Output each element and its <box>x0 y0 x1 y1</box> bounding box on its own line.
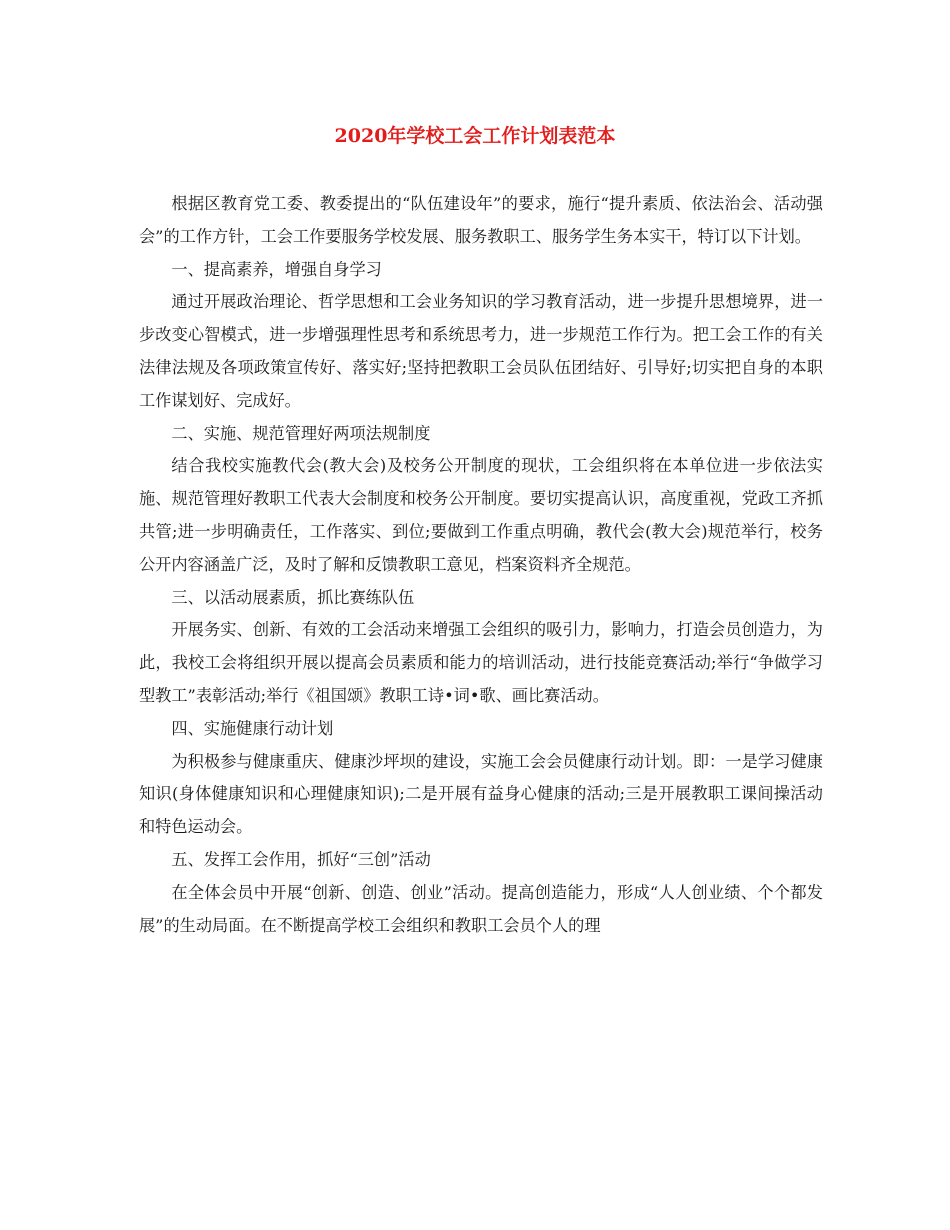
paragraph-intro: 根据区教育党工委、教委提出的“队伍建设年”的要求，施行“提升素质、依法治会、活动强会”的工作方针，工会工作要服务学校发展、服务教职工、服务学生务本实干，特订以下计划。 <box>139 194 823 246</box>
paragraph-section-3: 开展务实、创新、有效的工会活动来增强工会组织的吸引力，影响力，打造会员创造力，为此，我校工会将组织开展以提高会员素质和能力的培训活动，进行技能竞赛活动;举行“争做学习型教工”表彰活动;举行《祖国颂》教职工诗•词•歌、画比赛活动。 <box>139 620 823 705</box>
section-heading-5: 五、发挥工会作用，抓好“三创”活动 <box>171 849 431 869</box>
document-title: 2020年学校工会工作计划表范本 <box>334 125 616 147</box>
section-heading-4: 四、实施健康行动计划 <box>171 718 334 738</box>
section-heading-3: 三、以活动展素质，抓比赛练队伍 <box>171 587 415 607</box>
paragraph-section-5: 在全体会员中开展“创新、创造、创业”活动。提高创造能力，形成“人人创业绩、个个都发展”的生动局面。在不断提高学校工会组织和教职工会员个人的理 <box>139 882 823 935</box>
paragraph-section-2: 结合我校实施教代会(教大会)及校务公开制度的现状，工会组织将在本单位进一步依法实施、规范管理好教职工代表大会制度和校务公开制度。要切实提高认识，高度重视，党政工齐抓共管;进一步明确责任，工作落实、到位;要做到工作重点明确，教代会(教大会)规范举行，校务公开内容涵盖广泛，及时了解和反馈教职工意见，档案资料齐全规范。 <box>139 456 823 574</box>
paragraph-section-4: 为积极参与健康重庆、健康沙坪坝的建设，实施工会会员健康行动计划。即：一是学习健康知识(身体健康知识和心理健康知识);二是开展有益身心健康的活动;三是开展教职工课间操活动和特色运动会。 <box>139 751 823 837</box>
section-heading-1: 一、提高素养，增强自身学习 <box>171 259 382 279</box>
paragraph-section-1: 通过开展政治理论、哲学思想和工会业务知识的学习教育活动，进一步提升思想境界，进一步改变心智模式，进一步增强理性思考和系统思考力，进一步规范工作行为。把工会工作的有关法律法规及各项政策宣传好、落实好;坚持把教职工会员队伍团结好、引导好;切实把自身的本职工作谋划好、完成好。 <box>139 292 823 410</box>
section-heading-2: 二、实施、规范管理好两项法规制度 <box>171 423 431 443</box>
document-body <box>139 188 823 942</box>
